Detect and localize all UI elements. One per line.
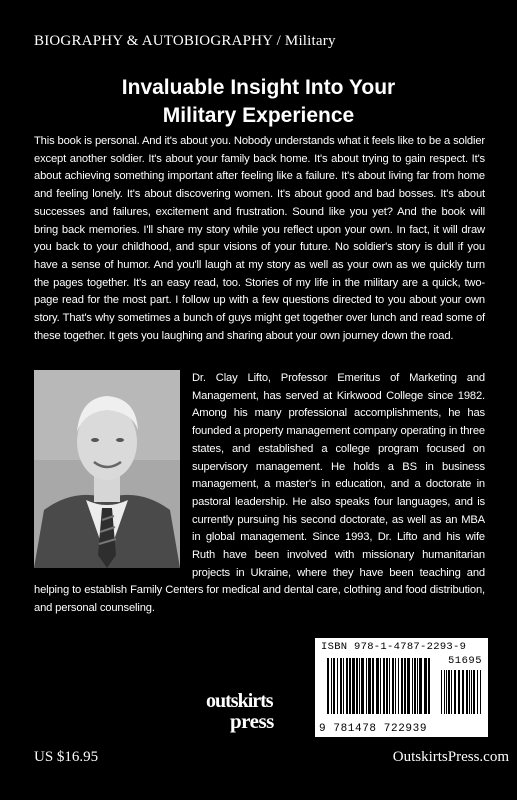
barcode-bars (323, 654, 485, 718)
publisher-logo-line-1: outskirts (206, 690, 273, 712)
barcode-digits: 9 781478 722939 (319, 723, 428, 735)
headline-line-2: Military Experience (162, 104, 355, 127)
price: US $16.95 (34, 749, 99, 765)
publisher-logo-line-2: press (230, 709, 274, 733)
headline-line-1: Invaluable Insight Into Your (121, 76, 396, 99)
author-bio: Dr. Clay Lifto, Professor Emeritus of Marketing and Management, has served at Kirkwood College since 1982. Among his many professional accomplishments, he has founded a property management company operating in three states, and established a college program focused on supervisory management. He holds a BS in business management, a master's in education, and a doctorate in pastoral leadership. He also speaks four languages, and is currently pursuing his second doctorate, as well as an MBA in global management. Since 1993, Dr. Lifto and his wife Ruth have been involved with missionary humanitarian projects in Ukraine, where they have been teaching and helping to establish Family Centers for medical and dental care, clothing and food distribution, and personal counseling. (34, 372, 485, 615)
category-label: BIOGRAPHY & AUTOBIOGRAPHY / Military (34, 33, 336, 49)
publisher-website: OutskirtsPress.com (392, 749, 509, 765)
publisher-logo (206, 690, 298, 740)
isbn-barcode (315, 638, 488, 737)
isbn-number: ISBN 978-1-4787-2293-9 (321, 641, 467, 653)
price-code: 51695 (447, 655, 482, 667)
headline (40, 74, 477, 130)
book-description: This book is personal. And it's about you. Nobody understands what it feels like to be a soldier except another soldier. It's about your family back home. It's about trying to gain respect. It's about achieving something important after feeling like a failure. It's about living far from home and feeling lonely. It's about discovering women. It's about good and bad bosses. It's about successes and failures, excitement and frustration. Sound like you yet? And the book will bring back memories. I'll share my story while you reflect upon your own. In fact, it will draw you back to your childhood, and spur visions of your future. No soldier's story is dull if you have a sense of humor. And you'll laugh at my story as well as your own as we quickly turn the pages together. It's an easy read, too. Stories of my life in the military are a quick, two-page read for the most part. I follow up with a few questions directed to you about your own story. That's why sometimes a bunch of guys might get together over lunch and read some of these together. It gets you laughing and sharing about your own journey down the road. (34, 135, 485, 342)
